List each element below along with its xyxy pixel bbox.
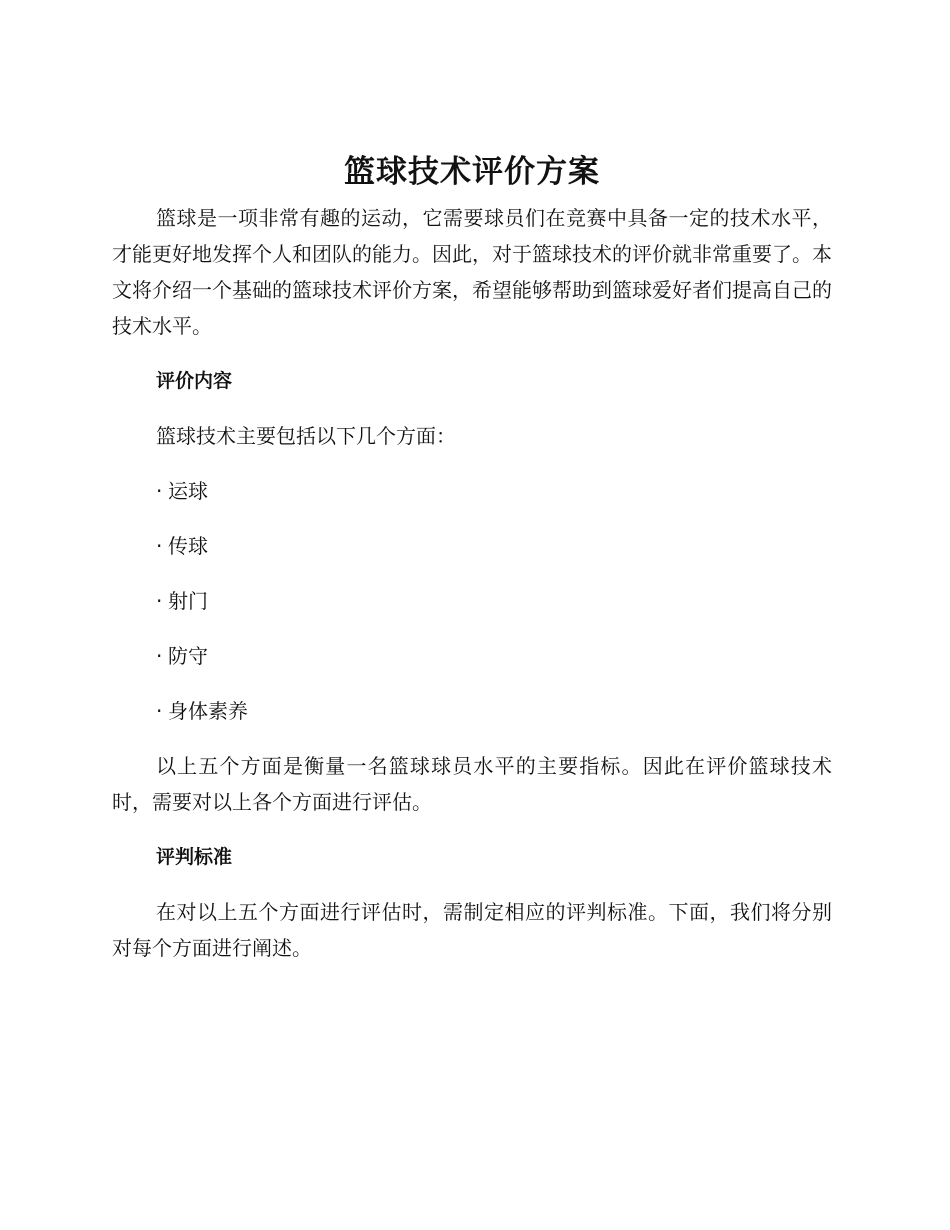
list-item	[156, 638, 832, 674]
bullet-icon: ·	[156, 534, 163, 558]
list-item-label: 传球	[168, 534, 208, 558]
section-heading-evaluation-content: 评价内容	[156, 370, 233, 392]
section-heading-judging-criteria: 评判标准	[156, 846, 233, 868]
bullet-icon: ·	[156, 644, 163, 668]
list-item	[156, 583, 832, 619]
list-item-label: 射门	[168, 589, 208, 613]
document-title: 篮球技术评价方案	[344, 154, 600, 190]
criteria-paragraph: 在对以上五个方面进行评估时，需制定相应的评判标准。下面，我们将分别对每个方面进行阐述。	[112, 900, 832, 960]
list-item-label: 身体素养	[168, 699, 248, 723]
evaluation-lead-paragraph: 篮球技术主要包括以下几个方面：	[156, 424, 456, 448]
list-item-label: 运球	[168, 479, 208, 503]
bullet-icon: ·	[156, 589, 163, 613]
list-item	[156, 528, 832, 564]
bullet-icon: ·	[156, 699, 163, 723]
intro-paragraph: 篮球是一项非常有趣的运动，它需要球员们在竞赛中具备一定的技术水平，才能更好地发挥个人和团队的能力。因此，对于篮球技术的评价就非常重要了。本文将介绍一个基础的篮球技术评价方案，希望能够帮助到篮球爱好者们提高自己的技术水平。	[112, 206, 832, 338]
list-item	[156, 693, 832, 729]
bullet-icon: ·	[156, 479, 163, 503]
document-page	[112, 150, 832, 966]
list-item	[156, 473, 832, 509]
evaluation-summary-paragraph: 以上五个方面是衡量一名篮球球员水平的主要指标。因此在评价篮球技术时，需要对以上各个方面进行评估。	[112, 754, 832, 814]
list-item-label: 防守	[168, 644, 208, 668]
skill-list	[112, 473, 832, 729]
